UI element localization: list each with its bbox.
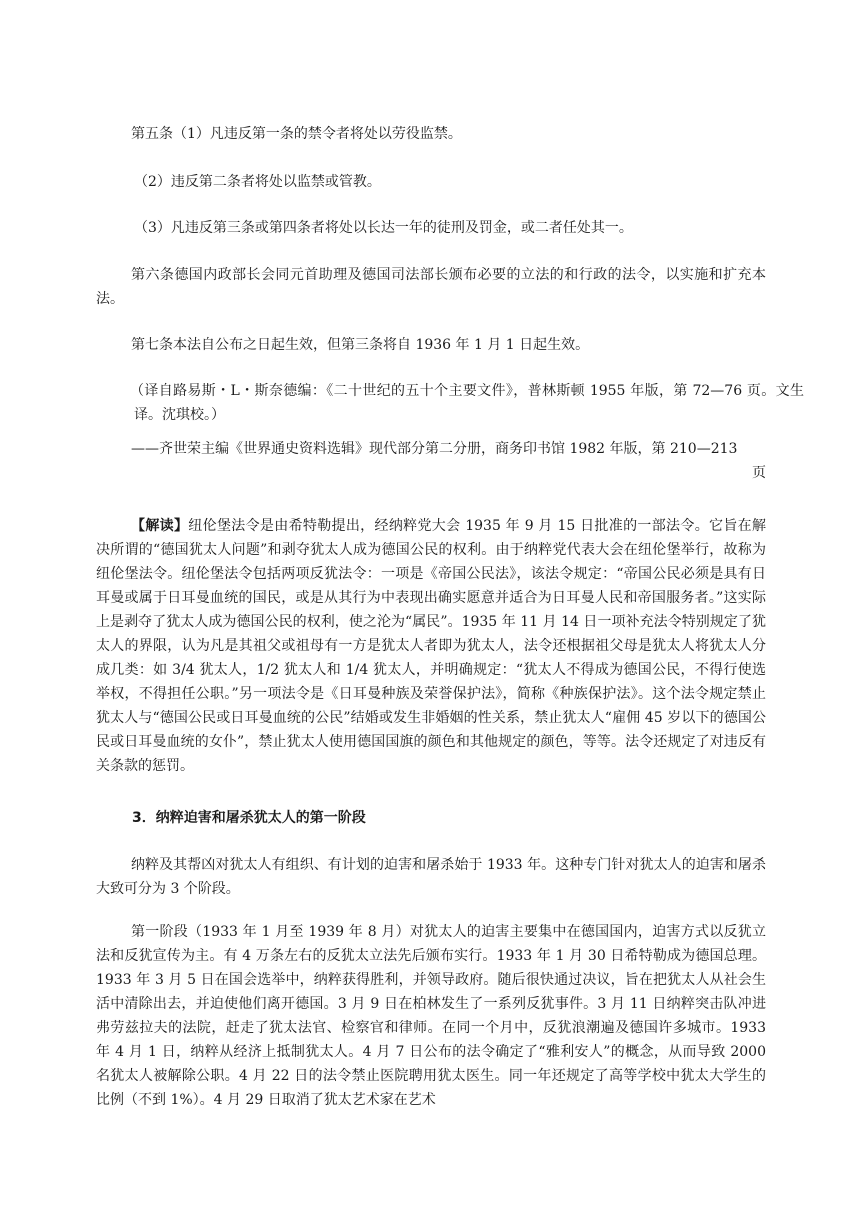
article-5-clause-3: （3）凡违反第三条或第四条者将处以长达一年的徒刑及罚金，或二者任处其一。 (134, 220, 633, 236)
section-paragraph-1: 纳粹及其帮凶对犹太人有组织、有计划的迫害和屠杀始于 1933 年。这种专门针对犹太人的迫害和屠杀大致可分为 3 个阶段。 (96, 857, 766, 897)
interpretation-text: 纽伦堡法令是由希特勒提出，经纳粹党大会 1935 年 9 月 15 日批准的一部法令。它旨在解决所谓的“德国犹太人问题”和剥夺犹太人成为德国公民的权利。由于纳粹党代表大会在纽伦堡举行，故称为纽伦堡法令。纽伦堡法令包括两项反犹法令：一项是《帝国公民法》，该法令规定：“帝国公民必须是具有日耳曼或属于日耳曼血统的国民，或是从其行为中表现出确实愿意并适合为日耳曼人民和帝国服务者。”这实际上是剥夺了犹太人成为德国公民的权利，使之沦为“属民”。1935 年 11 月 14 日一项补充法令特别规定了犹太人的界限，认为凡是其祖父或祖母有一方是犹太人者即为犹太人，法令还根据祖父母是犹太人将犹太人分成几类：如 3/4 犹太人，1/2 犹太人和 1/4 犹太人，并明确规定：“犹太人不得成为德国公民，不得行使选举权，不得担任公职。”另一项法令是《日耳曼种族及荣誉保护法》，简称《种族保护法》。这个法令规定禁止犹太人与“德国公民或日耳曼血统的公民”结婚或发生非婚姻的性关系，禁止犹太人“雇佣 45 岁以下的德国公民或日耳曼血统的女仆”，禁止犹太人使用德国国旗的颜色和其他规定的颜色，等等。法令还规定了对违反有关条款的惩罚。 (96, 518, 766, 774)
source-citation (96, 437, 766, 485)
interpretation-label: 【解读】 (131, 518, 189, 534)
article-5-clause-1: 第五条（1）凡违反第一条的禁令者将处以劳役监禁。 (131, 126, 462, 142)
source-citation-main: ——齐世荣主编《世界通史资料选辑》现代部分第二分册，商务印书馆 1982 年版，第 210—213 (131, 441, 738, 457)
article-5-clause-2: （2）违反第二条者将处以监禁或管教。 (134, 174, 381, 190)
source-citation-page: 页 (752, 465, 766, 481)
section-heading: 3．纳粹迫害和屠杀犹太人的第一阶段 (132, 810, 366, 826)
article-6: 第六条德国内政部长会同元首助理及德国司法部长颁布必要的立法的和行政的法令，以实施和扩充本法。 (96, 267, 766, 307)
article-7: 第七条本法自公布之日起生效，但第三条将自 1936 年 1 月 1 日起生效。 (131, 337, 590, 353)
section-paragraph-2: 第一阶段（1933 年 1 月至 1939 年 8 月）对犹太人的迫害主要集中在德国国内，迫害方式以反犹立法和反犹宣传为主。有 4 万条左右的反犹太立法先后颁布实行。1933 年 1 月 30 日希特勒成为德国总理。1933 年 3 月 5 日在国会选举中，纳粹获得胜利，并领导政府。随后很快通过决议，旨在把犹太人从社会生活中清除出去，并迫使他们离开德国。3 月 9 日在柏林发生了一系列反犹事件。3 月 11 日纳粹突击队冲进弗劳兹拉夫的法院，赶走了犹太法官、检察官和律师。在同一个月中，反犹浪潮遍及德国许多城市。1933 年 4 月 1 日，纳粹从经济上抵制犹太人。4 月 7 日公布的法令确定了“雅利安人”的概念，从而导致 2000 名犹太人被解除公职。4 月 22 日的法令禁止医院聘用犹太医生。同一年还规定了高等学校中犹太大学生的比例（不到 1%）。4 月 29 日取消了犹太艺术家在艺术 (96, 924, 766, 1108)
translation-note: （译自路易斯・L・斯奈德编：《二十世纪的五十个主要文件》，普林斯顿 1955 年版，第 72—76 页。文生译。沈琪校。） (130, 383, 804, 423)
interpretation-paragraph (96, 514, 766, 778)
